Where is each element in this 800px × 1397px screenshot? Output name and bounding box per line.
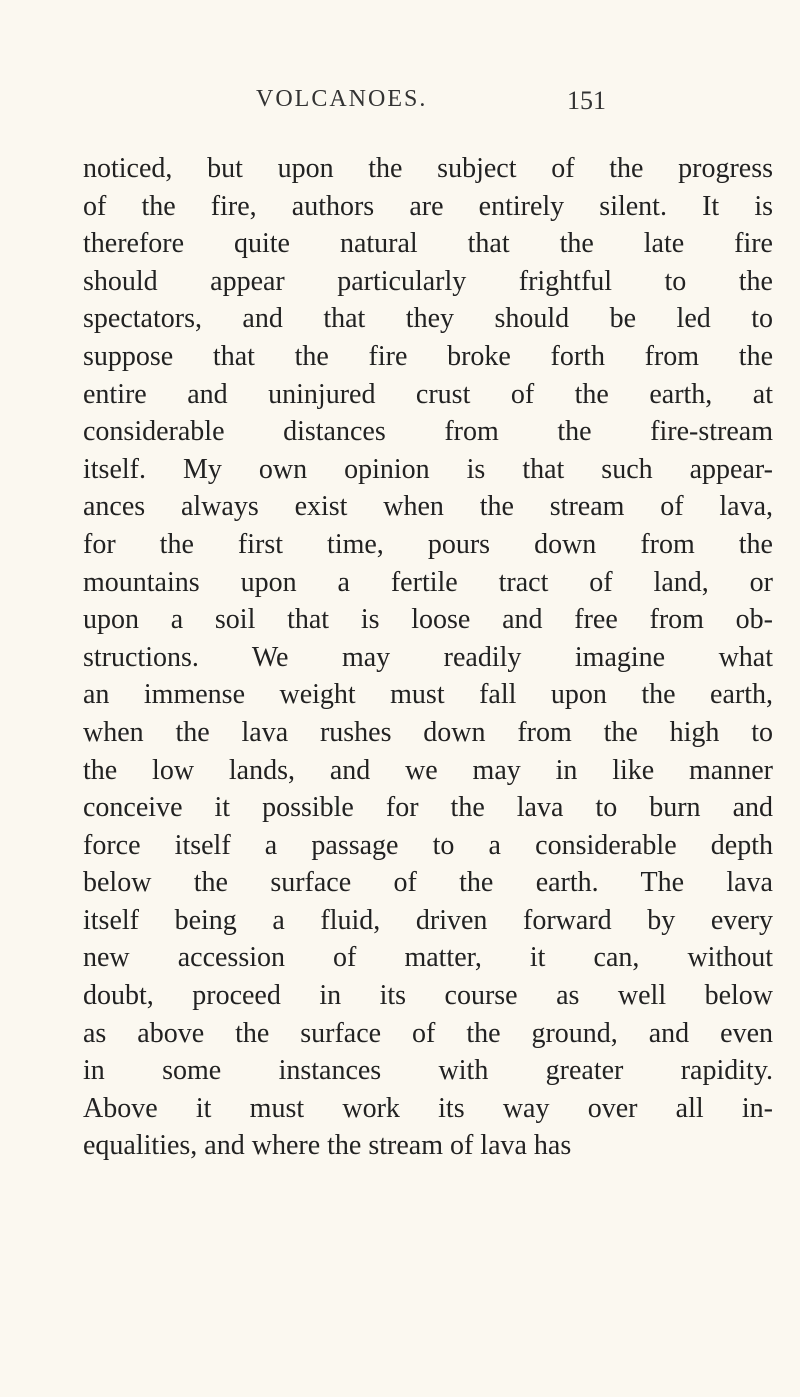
text-line: equalities, and where the stream of lava has [83,1130,572,1162]
text-line: conceive it possible for the lava to burn and [83,792,773,824]
text-line: doubt, proceed in its course as well below [83,980,773,1012]
text-line: ances always exist when the stream of lava, [83,491,773,523]
text-line: in some instances with greater rapidity. [83,1055,773,1087]
text-line: for the first time, pours down from the [83,528,773,560]
text-line: entire and uninjured crust of the earth, at [83,378,773,410]
text-line: force itself a passage to a considerable depth [83,829,773,861]
text-line: structions. We may readily imagine what [83,641,773,673]
body-text [83,150,773,1165]
text-line: below the surface of the earth. The lava [83,867,773,899]
text-line: therefore quite natural that the late fire [83,228,773,260]
text-line: of the fire, authors are entirely silent. It is [83,190,773,222]
text-line: considerable distances from the fire-stream [83,416,773,448]
text-line: when the lava rushes down from the high to [83,716,773,748]
text-line: as above the surface of the ground, and even [83,1017,773,1049]
text-line: mountains upon a fertile tract of land, or [83,566,773,598]
text-line: upon a soil that is loose and free from ob- [83,604,773,636]
page-number: 151 [567,86,606,115]
text-line: itself being a fluid, driven forward by every [83,904,773,936]
running-head [0,86,800,126]
text-line: Above it must work its way over all in- [83,1092,773,1124]
text-line: itself. My own opinion is that such appear- [83,453,773,485]
text-line: noticed, but upon the subject of the progress [83,153,773,184]
running-title: VOLCANOES. [256,86,428,112]
text-line: an immense weight must fall upon the earth, [83,679,773,711]
text-line: the low lands, and we may in like manner [83,754,773,786]
text-line: should appear particularly frightful to the [83,265,773,297]
text-line: suppose that the fire broke forth from the [83,340,773,372]
text-line: spectators, and that they should be led to [83,303,773,335]
text-line: new accession of matter, it can, without [83,942,773,974]
